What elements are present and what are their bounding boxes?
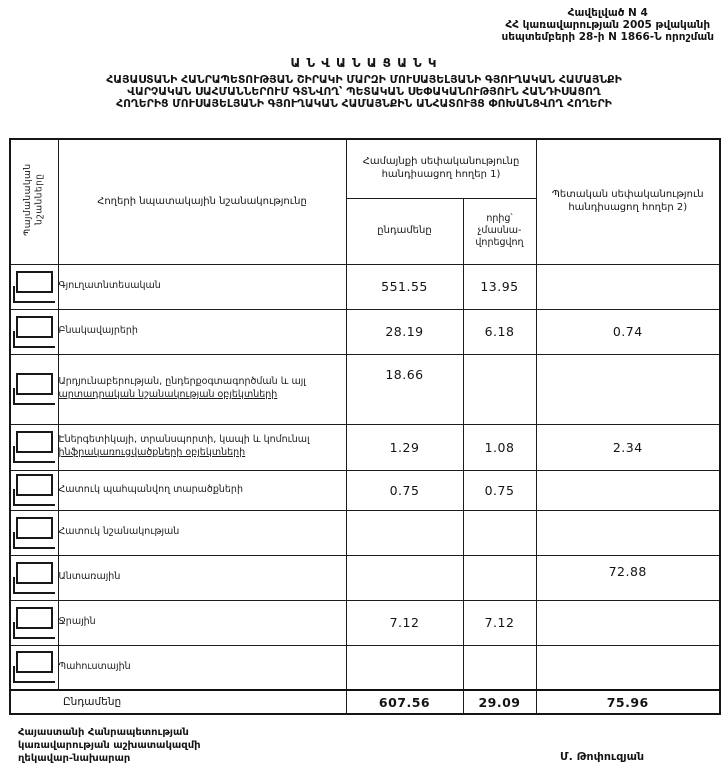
land-transfer-table — [9, 138, 721, 715]
table-row — [10, 555, 720, 600]
annex-line: սեպտեմբերի 28-ի N 1866-Ն որոշման — [501, 30, 714, 43]
community-total-cell: 18.66 — [346, 354, 463, 424]
legend-cell — [10, 309, 58, 354]
total-label-cell: Ընդամենը — [10, 690, 346, 714]
land-purpose-cell — [58, 264, 346, 309]
nonprivatized-cell — [463, 555, 536, 600]
signatory-title-line: ղեկավար-նախարար — [18, 752, 131, 764]
total-community-cell: 607.56 — [346, 690, 463, 714]
table-row — [10, 424, 720, 470]
column-header-state: Պետական սեփականություն հանդիսացող հողեր 2) — [536, 139, 720, 264]
community-total-cell — [346, 555, 463, 600]
community-total-cell: 28.19 — [346, 309, 463, 354]
annex-reference — [501, 8, 714, 43]
nonprivatized-cell — [463, 645, 536, 690]
state-land-cell — [536, 510, 720, 555]
land-purpose-cell — [58, 510, 346, 555]
nonprivatized-cell: 13.95 — [463, 264, 536, 309]
table-row — [10, 354, 720, 424]
total-nonprivatized-cell: 29.09 — [463, 690, 536, 714]
land-purpose-cell — [58, 600, 346, 645]
land-purpose-cell — [58, 555, 346, 600]
community-total-cell — [346, 645, 463, 690]
state-land-cell — [536, 645, 720, 690]
land-purpose-cell — [58, 354, 346, 424]
table-header-row — [10, 139, 720, 198]
column-header-purpose: Հողերի նպատակային նշանակությունը — [58, 139, 346, 264]
land-purpose-label: Հատուկ պահպանվող տարածքների — [58, 483, 243, 495]
signatory-title-block — [18, 727, 201, 765]
community-total-cell: 0.75 — [346, 470, 463, 510]
legend-cell — [10, 645, 58, 690]
table-row — [10, 645, 720, 690]
land-purpose-label: Բնակավայրերի — [58, 325, 138, 337]
legend-cell — [10, 510, 58, 555]
legend-bracket-icon — [13, 532, 55, 549]
document-subtitle — [0, 74, 728, 110]
land-purpose-label: Արդյունաբերության, ընդերքօգտագործման և այլ — [58, 376, 306, 388]
table-total-row — [10, 690, 720, 714]
land-purpose-label: Ջրային — [58, 616, 96, 628]
legend-cell — [10, 264, 58, 309]
legend-bracket-icon — [13, 286, 55, 303]
legend-bracket-icon — [13, 666, 55, 683]
legend-cell — [10, 555, 58, 600]
land-purpose-label-2: արտադրական նշանակության օբյեկտների — [58, 389, 278, 400]
legend-bracket-icon — [13, 388, 55, 405]
subtitle-line: ՀԱՅԱՍՏԱՆԻ ՀԱՆՐԱՊԵՏՈՒԹՅԱՆ ՇԻՐԱԿԻ ՄԱՐԶԻ ՄՈՒՍԱՅԵԼՅԱՆԻ ԳՅՈՒՂԱԿԱՆ ՀԱՄԱՅՆՔԻ — [106, 73, 622, 86]
land-purpose-label: Հատուկ նշանակության — [58, 526, 180, 538]
nonprivatized-cell: 1.08 — [463, 424, 536, 470]
legend-cell — [10, 424, 58, 470]
land-purpose-label: Անտառային — [58, 571, 121, 583]
state-land-cell: 72.88 — [536, 555, 720, 600]
column-header-nonprivatized: որից՝ չմասնա-վորեցվող — [463, 198, 536, 264]
annex-line: ՀՀ կառավարության 2005 թվականի — [505, 18, 711, 31]
nonprivatized-cell — [463, 354, 536, 424]
table-row — [10, 600, 720, 645]
state-land-cell — [536, 600, 720, 645]
table-row — [10, 470, 720, 510]
table-row — [10, 264, 720, 309]
land-purpose-label: Պահուստային — [58, 660, 131, 672]
legend-bracket-icon — [13, 622, 55, 639]
signatory-title-line: Հայաստանի Հանրապետության — [18, 727, 189, 738]
land-purpose-cell — [58, 309, 346, 354]
column-header-symbols — [10, 139, 58, 264]
community-total-cell: 551.55 — [346, 264, 463, 309]
nonprivatized-cell: 6.18 — [463, 309, 536, 354]
column-header-community-group: Համայնքի սեփականությունը հանդիսացող հողեր 1) — [346, 139, 536, 198]
state-land-cell — [536, 470, 720, 510]
legend-cell — [10, 470, 58, 510]
land-purpose-cell — [58, 424, 346, 470]
land-purpose-cell — [58, 470, 346, 510]
legend-cell — [10, 354, 58, 424]
land-purpose-label-2: ինֆրակառուցվածքների օբյեկտների — [58, 447, 246, 458]
subtitle-line: ՎԱՐՉԱԿԱՆ ՍԱՀՄԱՆՆԵՐՈՒՄ ԳՏՆՎՈՂ՝ ՊԵՏԱԿԱՆ ՍԵՓԱԿԱՆՈՒԹՅՈՒՆ ՀԱՆԴԻՍԱՑՈՂ — [127, 84, 601, 98]
community-total-cell: 7.12 — [346, 600, 463, 645]
state-land-cell — [536, 264, 720, 309]
legend-bracket-icon — [13, 577, 55, 594]
nonprivatized-cell: 0.75 — [463, 470, 536, 510]
table-row — [10, 510, 720, 555]
nonprivatized-cell: 7.12 — [463, 600, 536, 645]
column-header-symbols-label: Պայմանական նշանները — [22, 163, 45, 236]
column-header-total: ընդամենը — [346, 198, 463, 264]
legend-bracket-icon — [13, 331, 55, 348]
legend-cell — [10, 600, 58, 645]
community-total-cell — [346, 510, 463, 555]
document-title: Ա Ն Վ Ա Ն Ա Ց Ա Ն Կ — [290, 56, 438, 70]
legend-bracket-icon — [13, 446, 55, 463]
state-land-cell: 2.34 — [536, 424, 720, 470]
table-row — [10, 309, 720, 354]
land-purpose-label: Էներգետիկայի, տրանսպորտի, կապի և կոմունալ — [58, 434, 310, 446]
legend-bracket-icon — [13, 489, 55, 506]
signatory-name: Մ. Թոփուզյան — [560, 750, 645, 763]
signatory-title-line: կառավարության աշխատակազմի — [18, 739, 201, 751]
state-land-cell: 0.74 — [536, 309, 720, 354]
land-purpose-cell — [58, 645, 346, 690]
subtitle-line: ՀՈՂԵՐԻՑ ՄՈՒՍԱՅԵԼՅԱՆԻ ԳՅՈՒՂԱԿԱՆ ՀԱՄԱՅՆՔԻՆ ԱՆՀԱՏՈՒՅՑ ՓՈԽԱՆՑՎՈՂ ՀՈՂԵՐԻ — [116, 96, 612, 110]
total-state-cell: 75.96 — [536, 690, 720, 714]
community-total-cell: 1.29 — [346, 424, 463, 470]
nonprivatized-cell — [463, 510, 536, 555]
land-purpose-label: Գյուղատնտեսական — [58, 280, 161, 292]
annex-line: Հավելված N 4 — [567, 7, 648, 19]
state-land-cell — [536, 354, 720, 424]
